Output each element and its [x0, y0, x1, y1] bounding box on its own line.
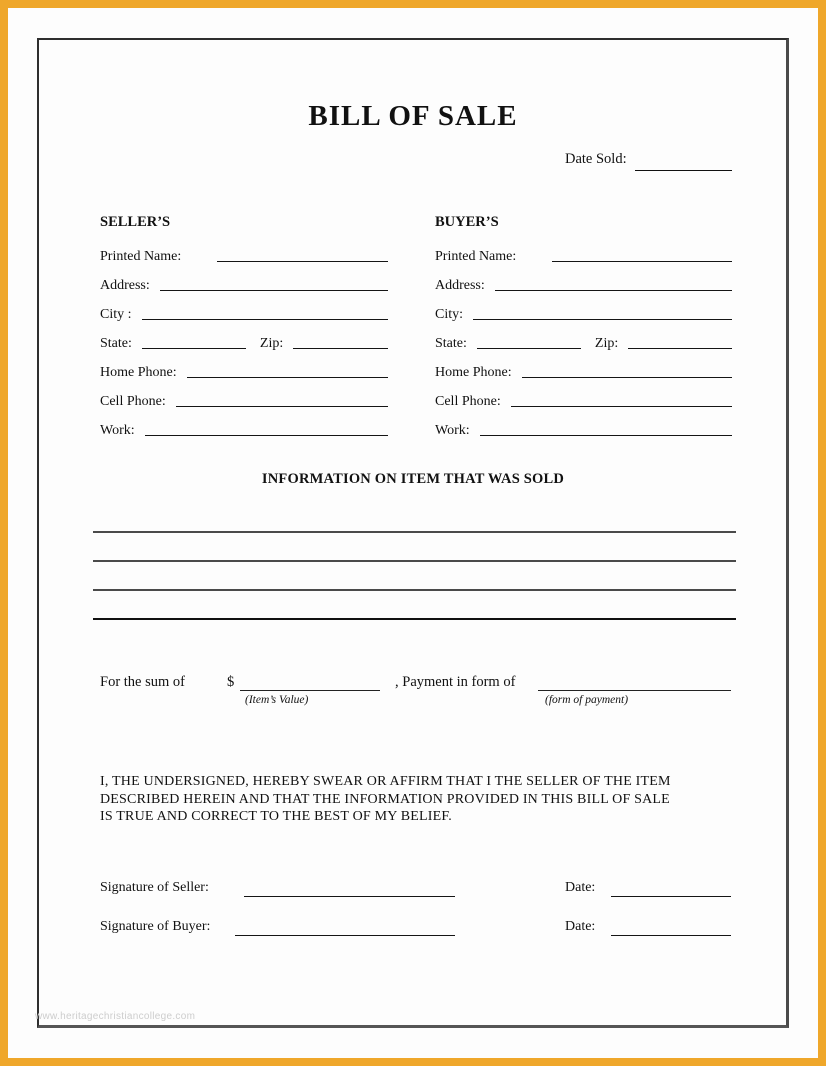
- affirmation-line-2: DESCRIBED HEREIN AND THAT THE INFORMATION PROVIDED IN THIS BILL OF SALE: [100, 791, 670, 807]
- payment-form-label: , Payment in form of: [395, 674, 516, 690]
- buyer-date-label: Date:: [565, 919, 596, 934]
- buyer-state-line[interactable]: [477, 348, 581, 349]
- buyer-zip-line[interactable]: [628, 348, 732, 349]
- page-title: BILL OF SALE: [308, 100, 518, 132]
- item-info-line-3[interactable]: [93, 589, 736, 591]
- seller-cell-phone-row: [100, 381, 388, 410]
- cell-phone-label: Cell Phone:: [100, 394, 166, 409]
- home-phone-label: Home Phone:: [435, 365, 512, 380]
- dollar-sign: $: [227, 674, 235, 690]
- seller-zip-line[interactable]: [293, 348, 388, 349]
- city-label: City :: [100, 307, 132, 322]
- printed-name-label: Printed Name:: [435, 249, 517, 264]
- payment-form-caption: (form of payment): [545, 694, 629, 706]
- seller-work-line[interactable]: [145, 435, 388, 436]
- signature-of-buyer-label: Signature of Buyer:: [100, 919, 211, 934]
- payment-form-line[interactable]: [538, 690, 731, 691]
- item-value-line[interactable]: [240, 690, 380, 691]
- seller-city-line[interactable]: [142, 319, 388, 320]
- item-info-heading: INFORMATION ON ITEM THAT WAS SOLD: [261, 471, 565, 487]
- home-phone-label: Home Phone:: [100, 365, 177, 380]
- seller-city-row: [100, 294, 388, 323]
- zip-label: Zip:: [594, 336, 619, 351]
- sum-prefix-label: For the sum of: [100, 674, 185, 690]
- work-label: Work:: [435, 423, 470, 438]
- seller-state-zip-row: [100, 323, 388, 352]
- watermark-url: www.heritagechristiancollege.com: [35, 1011, 196, 1022]
- buyer-work-line[interactable]: [480, 435, 732, 436]
- affirmation-paragraph: [100, 773, 720, 826]
- seller-date-line[interactable]: [611, 896, 731, 897]
- seller-signature-line[interactable]: [244, 896, 455, 897]
- item-info-line-1[interactable]: [93, 531, 736, 533]
- seller-work-row: [100, 410, 388, 439]
- buyer-city-row: [435, 294, 732, 323]
- cell-phone-label: Cell Phone:: [435, 394, 501, 409]
- buyer-address-line[interactable]: [495, 290, 732, 291]
- buyer-work-row: [435, 410, 732, 439]
- buyer-section: [435, 214, 732, 439]
- item-info-line-2[interactable]: [93, 560, 736, 562]
- seller-date-label: Date:: [565, 880, 596, 895]
- buyer-cell-phone-row: [435, 381, 732, 410]
- buyer-address-row: [435, 265, 732, 294]
- signature-of-seller-label: Signature of Seller:: [100, 880, 209, 895]
- affirmation-line-3: IS TRUE AND CORRECT TO THE BEST OF MY BELIEF.: [100, 809, 452, 825]
- buyer-city-line[interactable]: [473, 319, 732, 320]
- seller-cell-phone-line[interactable]: [176, 406, 388, 407]
- item-value-caption: (Item’s Value): [245, 694, 309, 706]
- work-label: Work:: [100, 423, 135, 438]
- address-label: Address:: [435, 278, 485, 293]
- zip-label: Zip:: [259, 336, 284, 351]
- city-label: City:: [435, 307, 464, 322]
- state-label: State:: [100, 336, 132, 351]
- seller-section: [100, 214, 388, 439]
- buyer-date-line[interactable]: [611, 935, 731, 936]
- date-sold-label: Date Sold:: [565, 151, 627, 167]
- buyer-printed-name-line[interactable]: [552, 261, 732, 262]
- seller-state-line[interactable]: [142, 348, 246, 349]
- seller-home-phone-line[interactable]: [187, 377, 388, 378]
- buyer-signature-line[interactable]: [235, 935, 455, 936]
- buyer-state-zip-row: [435, 323, 732, 352]
- buyer-home-phone-line[interactable]: [522, 377, 732, 378]
- buyer-printed-name-row: [435, 236, 732, 265]
- seller-printed-name-row: [100, 236, 388, 265]
- seller-heading: SELLER’S: [100, 214, 171, 230]
- item-info-line-4[interactable]: [93, 618, 736, 620]
- buyer-cell-phone-line[interactable]: [511, 406, 732, 407]
- state-label: State:: [435, 336, 467, 351]
- seller-home-phone-row: [100, 352, 388, 381]
- printed-name-label: Printed Name:: [100, 249, 182, 264]
- seller-address-row: [100, 265, 388, 294]
- date-sold-line[interactable]: [635, 170, 732, 171]
- seller-printed-name-line[interactable]: [217, 261, 388, 262]
- buyer-heading: BUYER’S: [435, 214, 499, 230]
- address-label: Address:: [100, 278, 150, 293]
- buyer-home-phone-row: [435, 352, 732, 381]
- affirmation-line-1: I, THE UNDERSIGNED, HEREBY SWEAR OR AFFIRM THAT I THE SELLER OF THE ITEM: [100, 774, 671, 789]
- seller-address-line[interactable]: [160, 290, 388, 291]
